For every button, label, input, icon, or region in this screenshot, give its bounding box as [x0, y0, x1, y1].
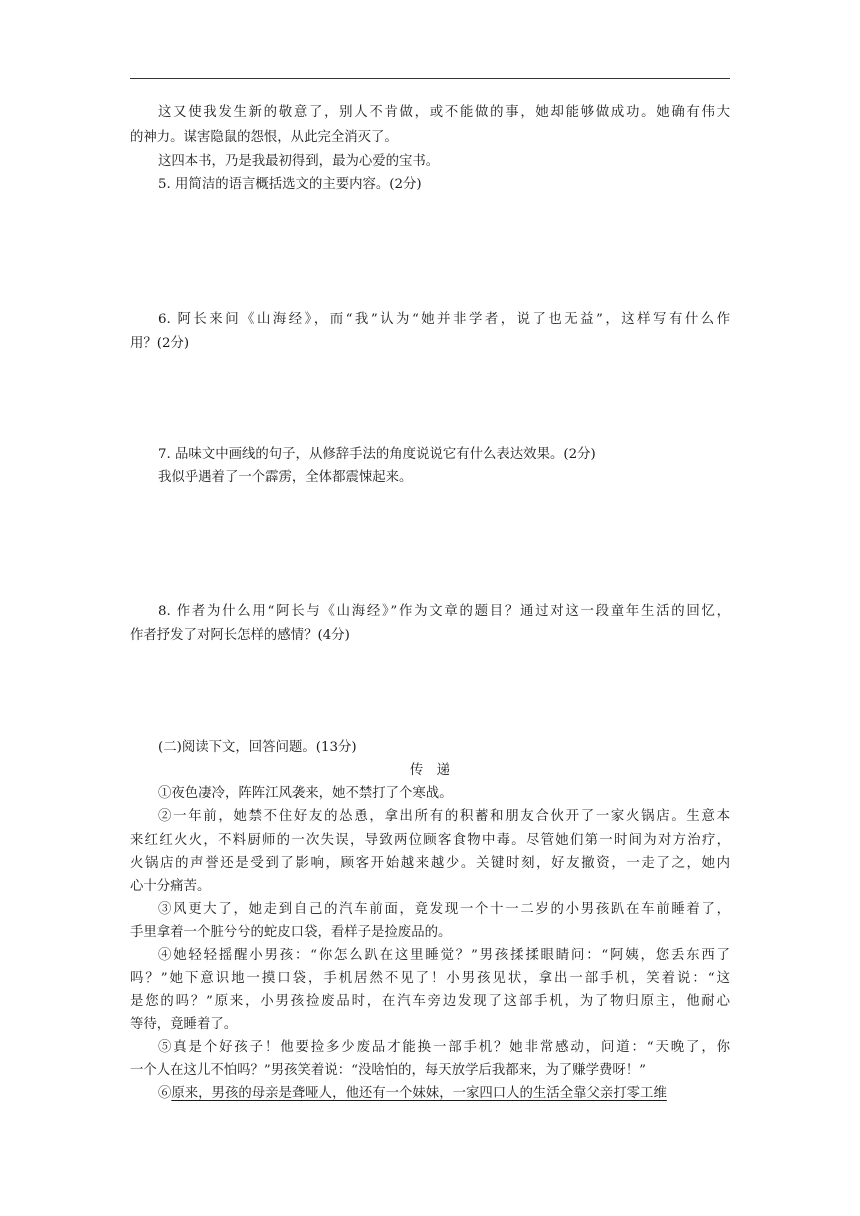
question-7: 7. 品味文中画线的句子，从修辞手法的角度说说它有什么表达效果。(2分) — [158, 447, 596, 462]
passage1-line: 这又使我发生新的敬意了，别人不肯做，或不能做的事，她却能够做成功。她确有伟大 — [158, 105, 730, 120]
paragraph-line: ②一年前，她禁不住好友的怂恿，拿出所有的积蓄和朋友合伙开了一家火锅店。生意本 — [158, 809, 730, 824]
paragraph-line: ④她轻轻摇醒小男孩：“你怎么趴在这里睡觉？”男孩揉揉眼睛问：“阿姨，您丢东西了 — [158, 948, 730, 963]
question-5: 5. 用简洁的语言概括选文的主要内容。(2分) — [158, 177, 422, 192]
underlined-sentence: 原来，男孩的母亲是聋哑人，他还有一个妹妹，一家四口人的生活全靠父亲打零工维 — [171, 1086, 667, 1101]
passage1-line: 的神力。谋害隐鼠的怨恨，从此完全消灭了。 — [130, 130, 398, 145]
paragraph-line: 火锅店的声誉还是受到了影响，顾客开始越来越少。关键时刻，好友撤资，一走了之，她内 — [130, 856, 730, 871]
paragraph-line: 来红红火火，不料厨师的一次失误，导致两位顾客食物中毒。尽管她们第一时间为对方治疗， — [130, 833, 730, 848]
paragraph-line: 是您的吗？”原来，小男孩捡废品时，在汽车旁边发现了这部手机，为了物归原主，他耐心 — [130, 994, 730, 1009]
question-6-cont: 用？(2分) — [130, 336, 190, 351]
question-7-sentence: 我似乎遇着了一个霹雳，全体都震悚起来。 — [158, 470, 413, 485]
passage-title: 传 递 — [409, 763, 451, 778]
question-8: 8. 作者为什么用“阿长与《山海经》”作为文章的题目？通过对这一段童年生活的回忆， — [158, 604, 730, 619]
paragraph-line: 等待，竟睡着了。 — [130, 1017, 238, 1032]
paragraph-line: ⑤真是个好孩子！他要捡多少废品才能换一部手机？她非常感动，问道：“天晚了，你 — [158, 1040, 730, 1055]
passage1-line: 这四本书，乃是我最初得到，最为心爱的宝书。 — [158, 154, 440, 169]
paragraph-line: 一个人在这儿不怕吗？”男孩笑着说：“没啥怕的，每天放学后我都来，为了赚学费呀！” — [130, 1063, 646, 1078]
header-rule — [130, 78, 730, 79]
paragraph-number: ⑥ — [158, 1086, 172, 1101]
paragraph-line: ③风更大了，她走到自己的汽车前面，竟发现一个十一二岁的小男孩趴在车前睡着了， — [158, 902, 730, 917]
question-8-cont: 作者抒发了对阿长怎样的感情？(4分) — [130, 628, 350, 643]
paragraph-line: 手里拿着一个脏兮兮的蛇皮口袋，看样子是捡废品的。 — [130, 925, 452, 940]
question-6: 6. 阿长来问《山海经》，而“我”认为“她并非学者，说了也无益”，这样写有什么作 — [158, 312, 730, 327]
paragraph-line: 吗？”她下意识地一摸口袋，手机居然不见了！小男孩见状，拿出一部手机，笑着说：“这 — [130, 971, 730, 986]
paragraph-line: 心十分痛苦。 — [130, 879, 211, 894]
section-heading: (二)阅读下文，回答问题。(13分) — [158, 740, 357, 755]
paragraph-line-underlined — [130, 1085, 730, 1103]
paragraph-line: ①夜色凄冷，阵阵江风袭来，她不禁打了个寒战。 — [158, 786, 453, 801]
